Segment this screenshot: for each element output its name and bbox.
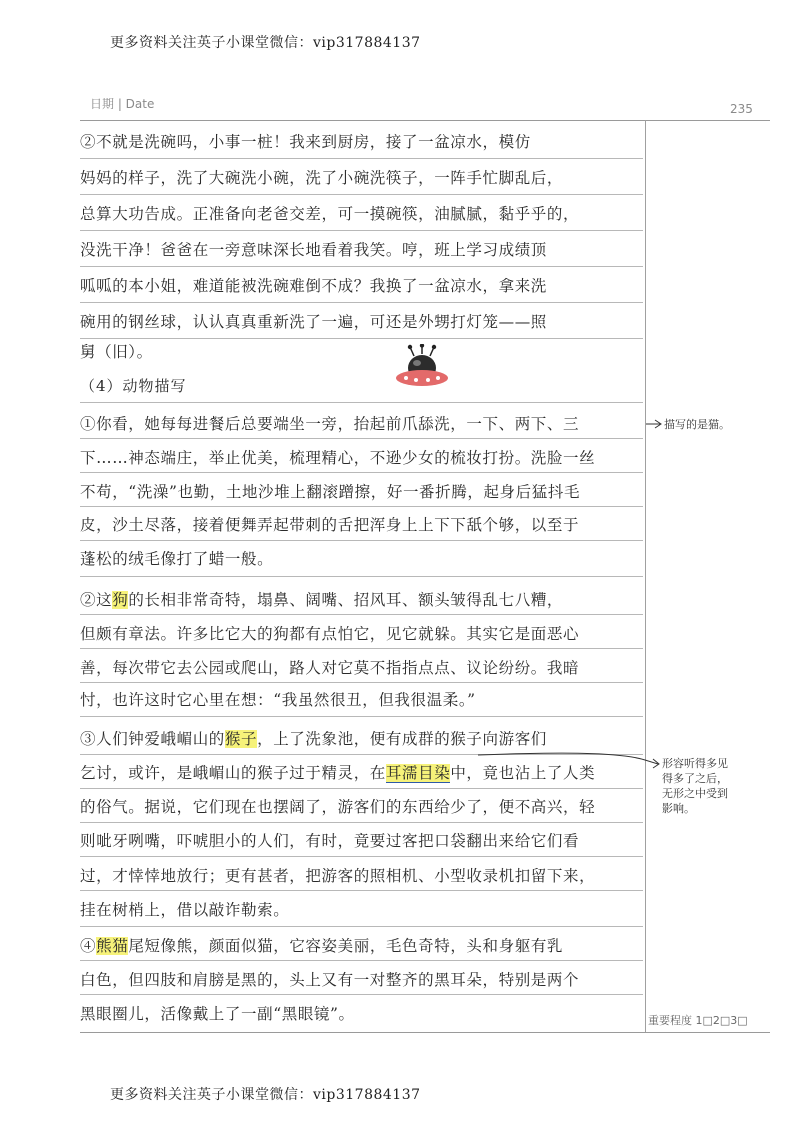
side-note-monkey: 影响。 [662, 802, 695, 815]
importance-rating: 重要程度 1□2□3□ [648, 1014, 748, 1027]
text-line: 没洗干净！爸爸在一旁意味深长地看着我笑。哼，班上学习成绩顶 [80, 241, 547, 259]
text-line: 黑眼圈儿，活像戴上了一副“黑眼镜”。 [80, 1005, 355, 1023]
highlight-panda: 熊猫 [96, 937, 129, 955]
bottom-watermark-note: 更多资料关注英子小课堂微信：vip317884137 [110, 1087, 421, 1103]
text-line: 白色，但四肢和肩膀是黑的，头上又有一对整齐的黑耳朵，特别是两个 [80, 971, 580, 989]
text-line: 蓬松的绒毛像打了蜡一般。 [80, 550, 274, 568]
text-line: 下……神态端庄，举止优美，梳理精心，不逊少女的梳妆打扮。洗脸一丝 [80, 449, 596, 467]
top-watermark-note: 更多资料关注英子小课堂微信：vip317884137 [110, 35, 421, 51]
side-note-cat: 描写的是猫。 [664, 418, 730, 431]
text-line: 碗用的钢丝球，认认真真重新洗了一遍，可还是外甥打灯笼——照 [80, 313, 547, 331]
side-note-monkey: 得多了之后， [662, 772, 728, 785]
page-number: 235 [730, 102, 753, 116]
text-line: 乞讨，或许，是峨嵋山的猴子过于精灵，在耳濡目染中，竟也沾上了人类 [80, 764, 596, 782]
text-line: 过，才悻悻地放行；更有甚者，把游客的照相机、小型收录机扣留下来， [80, 867, 596, 885]
text-line: 善，每次带它去公园或爬山，路人对它莫不指指点点、议论纷纷。我暗 [80, 659, 580, 677]
text-line: 皮，沙土尽落，接着便舞弄起带刺的舌把浑身上上下下舐个够，以至于 [80, 516, 580, 534]
text-line: ②不就是洗碗吗，小事一桩！我来到厨房，接了一盆凉水，模仿 [80, 133, 531, 151]
text-line: 挂在树梢上，借以敲诈勒索。 [80, 901, 290, 919]
text-line: 但颇有章法。许多比它大的狗都有点怕它，见它就躲。其实它是面恶心 [80, 625, 580, 643]
text-line: ③人们钟爱峨嵋山的猴子，上了洗象池，便有成群的猴子向游客们 [80, 730, 547, 748]
highlight-idiom: 耳濡目染 [385, 764, 451, 782]
text-line: 呱呱的本小姐，难道能被洗碗难倒不成？我换了一盆凉水，拿来洗 [80, 277, 547, 295]
text-line: 忖，也许这时它心里在想：“我虽然很丑，但我很温柔。” [80, 691, 476, 709]
text-line: ②这狗的长相非常奇特，塌鼻、阔嘴、招风耳、额头皱得乱七八糟， [80, 591, 564, 609]
highlight-monkey: 猴子 [224, 730, 258, 748]
text-line: ④熊猫尾短像熊，颜面似猫，它容姿美丽，毛色奇特，头和身躯有乳 [80, 937, 564, 955]
text-line: 则呲牙咧嘴，吓唬胆小的人们，有时，竟要过客把口袋翻出来给它们看 [80, 832, 580, 850]
section-heading: （4）动物描写 [80, 377, 187, 395]
side-note-monkey: 形容听得多见 [662, 757, 728, 770]
text-line: 妈妈的样子，洗了大碗洗小碗，洗了小碗洗筷子，一阵手忙脚乱后， [80, 169, 564, 187]
text-line: 舅（旧）。 [80, 343, 153, 361]
text-line: ①你看，她每每进餐后总要端坐一旁，抬起前爪舔洗，一下、两下、三 [80, 415, 580, 433]
text-line: 不苟，“洗澡”也勤，土地沙堆上翻滚蹭擦，好一番折腾，起身后猛抖毛 [80, 483, 581, 501]
text-line: 总算大功告成。正准备向老爸交差，可一摸碗筷，油腻腻，黏乎乎的， [80, 205, 580, 223]
highlight-dog: 狗 [112, 591, 129, 609]
date-label: 日期 | Date [90, 97, 155, 111]
text-line: 的俗气。据说，它们现在也摆阔了，游客们的东西给少了，便不高兴，轻 [80, 798, 596, 816]
side-note-monkey: 无形之中受到 [662, 787, 728, 800]
